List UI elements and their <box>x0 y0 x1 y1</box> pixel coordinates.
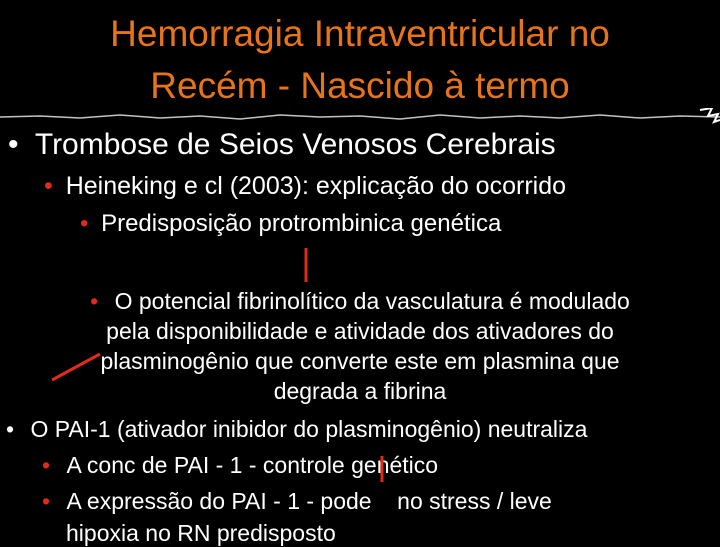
bullet-dot: • <box>6 416 15 442</box>
paragraph-line-4: degrada a fibrina <box>273 378 447 404</box>
bullet-dot: • <box>42 452 51 478</box>
paragraph-line-2: pela disponibilidade e atividade dos ativadores do <box>106 318 614 344</box>
bullet-dot: • <box>44 172 53 200</box>
bullet-item-pai1 <box>6 416 587 443</box>
slide-title-line-1: Hemorragia Intraventricular no <box>110 13 610 54</box>
bullet-text: Heineking e cl (2003): explicação do ocorrido <box>65 172 566 200</box>
up-arrow-icon <box>374 452 390 486</box>
bullet-item-potencial <box>0 288 720 315</box>
bullet-text: O PAI-1 (ativador inibidor do plasminogênio) neutraliza <box>30 416 588 442</box>
bullet-dot: • <box>80 210 89 237</box>
bullet-dot: • <box>90 288 99 314</box>
bullet-item-trombose <box>8 128 556 162</box>
bullet-item-expressao <box>42 488 552 515</box>
bullet-dot: • <box>42 488 51 514</box>
bullet-text: Predisposição protrombinica genética <box>101 210 502 237</box>
bullet-item-heineking <box>44 172 566 201</box>
bullet-item-predisposicao <box>80 210 501 238</box>
title-divider <box>0 108 720 126</box>
paragraph-line-3: plasminogênio que converte este em plasmina que <box>100 348 620 374</box>
bullet-text: Trombose de Seios Venosos Cerebrais <box>34 128 556 161</box>
bullet-continuation: hipoxia no RN predisposto <box>66 520 336 546</box>
bullet-text: O potencial fibrinolítico da vasculatura é modulado <box>114 288 630 314</box>
bullet-text: A conc de PAI - 1 - controle genético <box>66 452 439 478</box>
down-arrow-icon <box>296 246 316 286</box>
annotation-stroke-icon <box>48 350 108 384</box>
bullet-dot: • <box>8 128 19 161</box>
slide-title-line-2: Recém - Nascido à termo <box>150 65 570 106</box>
bullet-text: A expressão do PAI - 1 - pode no stress / leve <box>66 488 552 514</box>
